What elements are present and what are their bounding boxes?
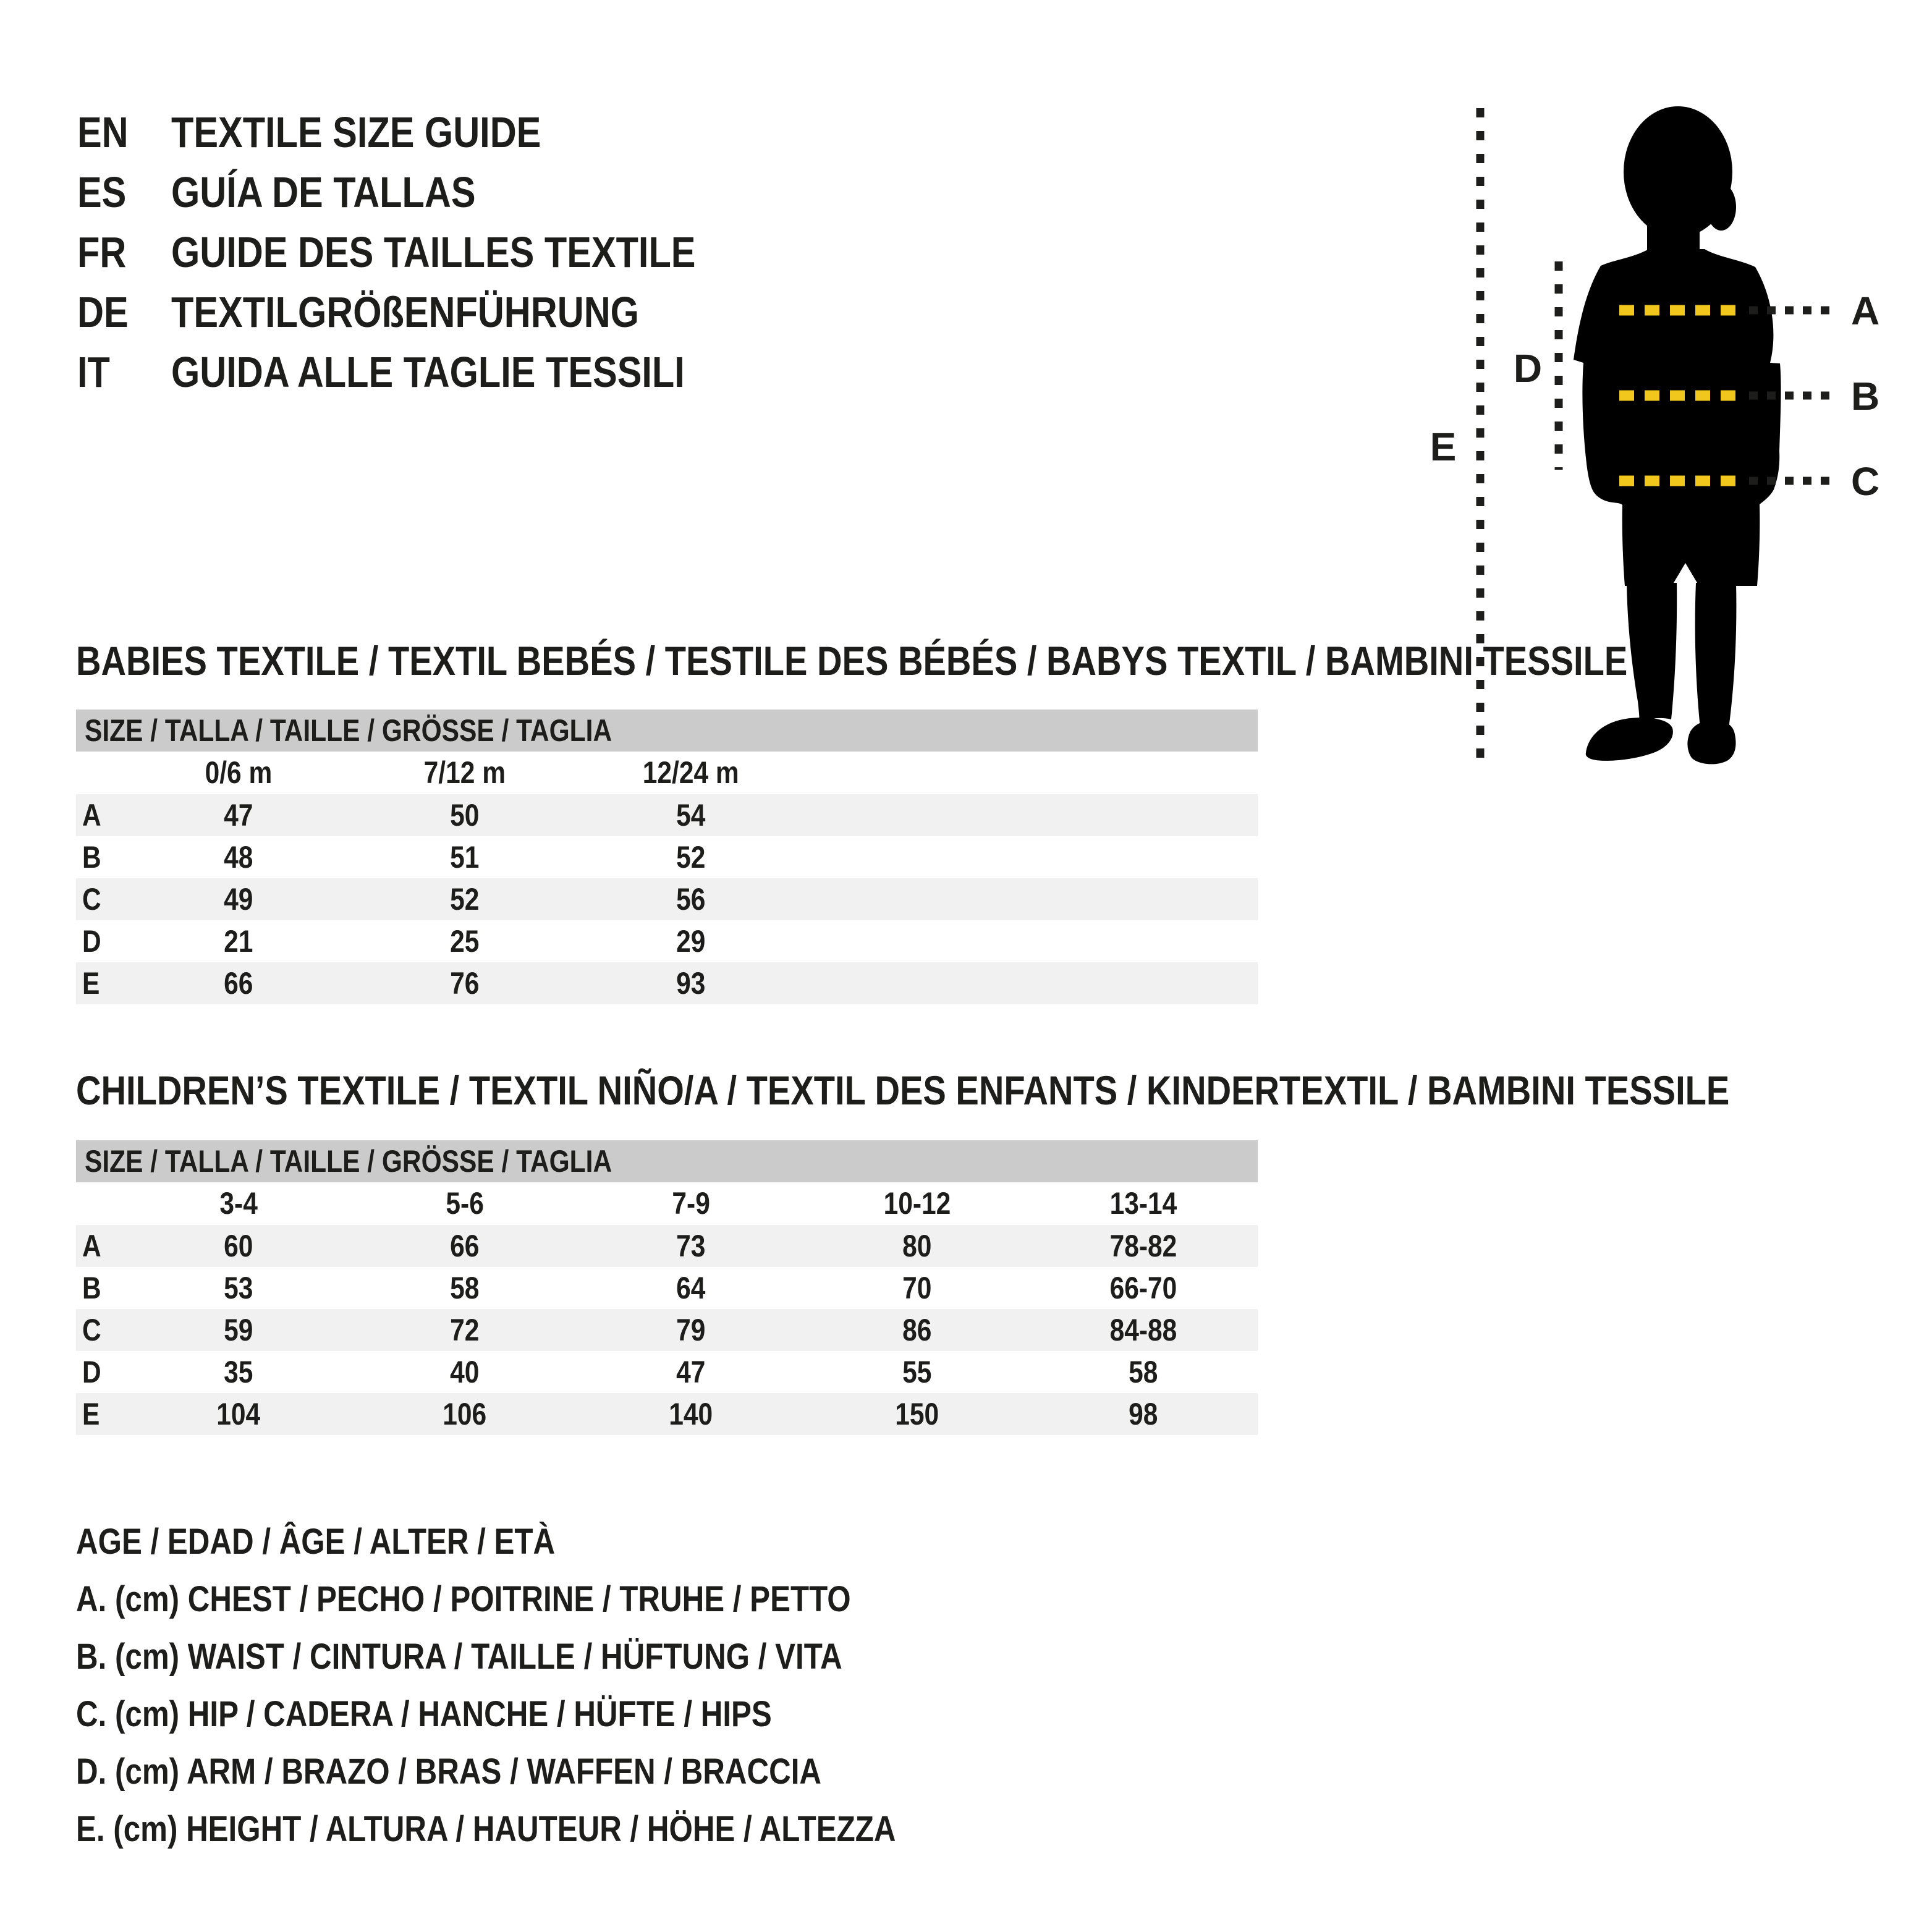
cell-value: 80 [902,1229,932,1263]
column-header: 13-14 [1109,1186,1177,1221]
cell-value: 72 [450,1313,480,1347]
children-table-header-bar: SIZE / TALLA / TAILLE / GRÖSSE / TAGLIA [76,1140,1258,1182]
babies-table-header-bar: SIZE / TALLA / TAILLE / GRÖSSE / TAGLIA [76,710,1258,752]
table-row-d [76,1351,1258,1393]
cell-value: 140 [669,1397,713,1431]
column-header: 12/24 m [643,755,739,790]
cell-value: 79 [676,1313,706,1347]
language-title-es: GUÍA DE TALLAS [171,168,476,216]
table-row-e [76,1393,1258,1435]
row-label: B [82,840,101,875]
figure-label-d: D [1513,346,1543,391]
row-label: C [82,882,101,917]
cell-value: 86 [902,1313,932,1347]
babies-column-header-row [76,752,1258,794]
cell-value: 52 [676,840,706,875]
cell-value: 47 [676,1355,706,1389]
row-label: C [82,1313,101,1347]
row-label: E [82,1397,100,1431]
cell-value: 54 [676,798,706,833]
language-title-de: TEXTILGRÖßENFÜHRUNG [171,288,639,336]
column-header: 10-12 [883,1186,951,1221]
cell-value: 40 [450,1355,480,1389]
row-label: D [82,1355,101,1389]
cell-value: 58 [1129,1355,1158,1389]
cell-value: 47 [224,798,253,833]
cell-value: 84-88 [1109,1313,1177,1347]
legend-waist: B. (cm) WAIST / CINTURA / TAILLE / HÜFTUNG / VITA [76,1637,842,1677]
cell-value: 66 [450,1229,480,1263]
row-label: A [82,798,101,833]
cell-value: 98 [1129,1397,1158,1431]
legend-arm: D. (cm) ARM / BRAZO / BRAS / WAFFEN / BRACCIA [76,1752,822,1792]
table-row-a [76,794,1258,836]
corner-cell [76,1182,125,1225]
cell-value: 35 [224,1355,253,1389]
cell-value: 59 [224,1313,253,1347]
cell-value: 104 [216,1397,261,1431]
cell-value: 60 [224,1229,253,1263]
babies-section-title: BABIES TEXTILE / TEXTIL BEBÉS / TESTILE DES BÉBÉS / BABYS TEXTIL / BAMBINI TESSILE [76,638,1628,684]
row-label: B [82,1271,101,1305]
legend-hip: C. (cm) HIP / CADERA / HANCHE / HÜFTE / HIPS [76,1694,772,1734]
row-label: A [82,1229,101,1263]
language-code-en: EN [77,108,129,156]
language-title-fr: GUIDE DES TAILLES TEXTILE [171,228,696,276]
cell-value: 29 [676,924,706,959]
cell-value: 48 [224,840,253,875]
cell-value: 49 [224,882,253,917]
legend-chest: A. (cm) CHEST / PECHO / POITRINE / TRUHE / PETTO [76,1579,851,1619]
children-section-title: CHILDREN’S TEXTILE / TEXTIL NIÑO/A / TEXTIL DES ENFANTS / KINDERTEXTIL / BAMBINI TESSILE [76,1067,1730,1113]
column-header: 5-6 [446,1186,484,1221]
column-header: 7/12 m [423,755,506,790]
column-header: 0/6 m [205,755,273,790]
cell-value: 76 [450,966,480,1001]
cell-value: 52 [450,882,480,917]
table-row-a [76,1225,1258,1267]
table-row-d [76,920,1258,962]
language-code-fr: FR [77,228,127,276]
cell-value: 78-82 [1109,1229,1177,1263]
cell-value: 150 [895,1397,939,1431]
cell-value: 53 [224,1271,253,1305]
figure-label-a: A [1851,289,1880,333]
column-header: 3-4 [219,1186,258,1221]
cell-value: 73 [676,1229,706,1263]
table-row-c [76,878,1258,920]
cell-value: 58 [450,1271,480,1305]
cell-value: 55 [902,1355,932,1389]
children-size-table [76,1140,1258,1435]
cell-value: 64 [676,1271,706,1305]
cell-value: 21 [224,924,253,959]
cell-value: 106 [443,1397,487,1431]
cell-value: 51 [450,840,480,875]
legend-age: AGE / EDAD / ÂGE / ALTER / ETÀ [76,1522,556,1562]
measurement-legend [76,1513,1041,1858]
table-row-c [76,1309,1258,1351]
row-label: D [82,924,101,959]
language-title-it: GUIDA ALLE TAGLIE TESSILI [171,348,685,396]
language-title-en: TEXTILE SIZE GUIDE [171,108,541,156]
babies-size-table [76,710,1258,1004]
language-code-de: DE [77,288,129,336]
cell-value: 70 [902,1271,932,1305]
table-row-e [76,962,1258,1004]
column-header: 7-9 [672,1186,710,1221]
table-row-b [76,1267,1258,1309]
figure-label-e: E [1430,425,1457,469]
cell-value: 56 [676,882,706,917]
cell-value: 25 [450,924,480,959]
cell-value: 93 [676,966,706,1001]
legend-height: E. (cm) HEIGHT / ALTURA / HAUTEUR / HÖHE / ALTEZZA [76,1809,896,1849]
table-row-b [76,836,1258,878]
cell-value: 50 [450,798,480,833]
cell-value: 66 [224,966,253,1001]
children-column-header-row [76,1182,1258,1225]
language-code-it: IT [77,348,110,396]
corner-cell [76,752,125,794]
figure-label-c: C [1851,459,1880,504]
row-label: E [82,966,100,1001]
figure-label-b: B [1851,374,1880,418]
cell-value: 66-70 [1109,1271,1177,1305]
language-code-es: ES [77,168,127,216]
